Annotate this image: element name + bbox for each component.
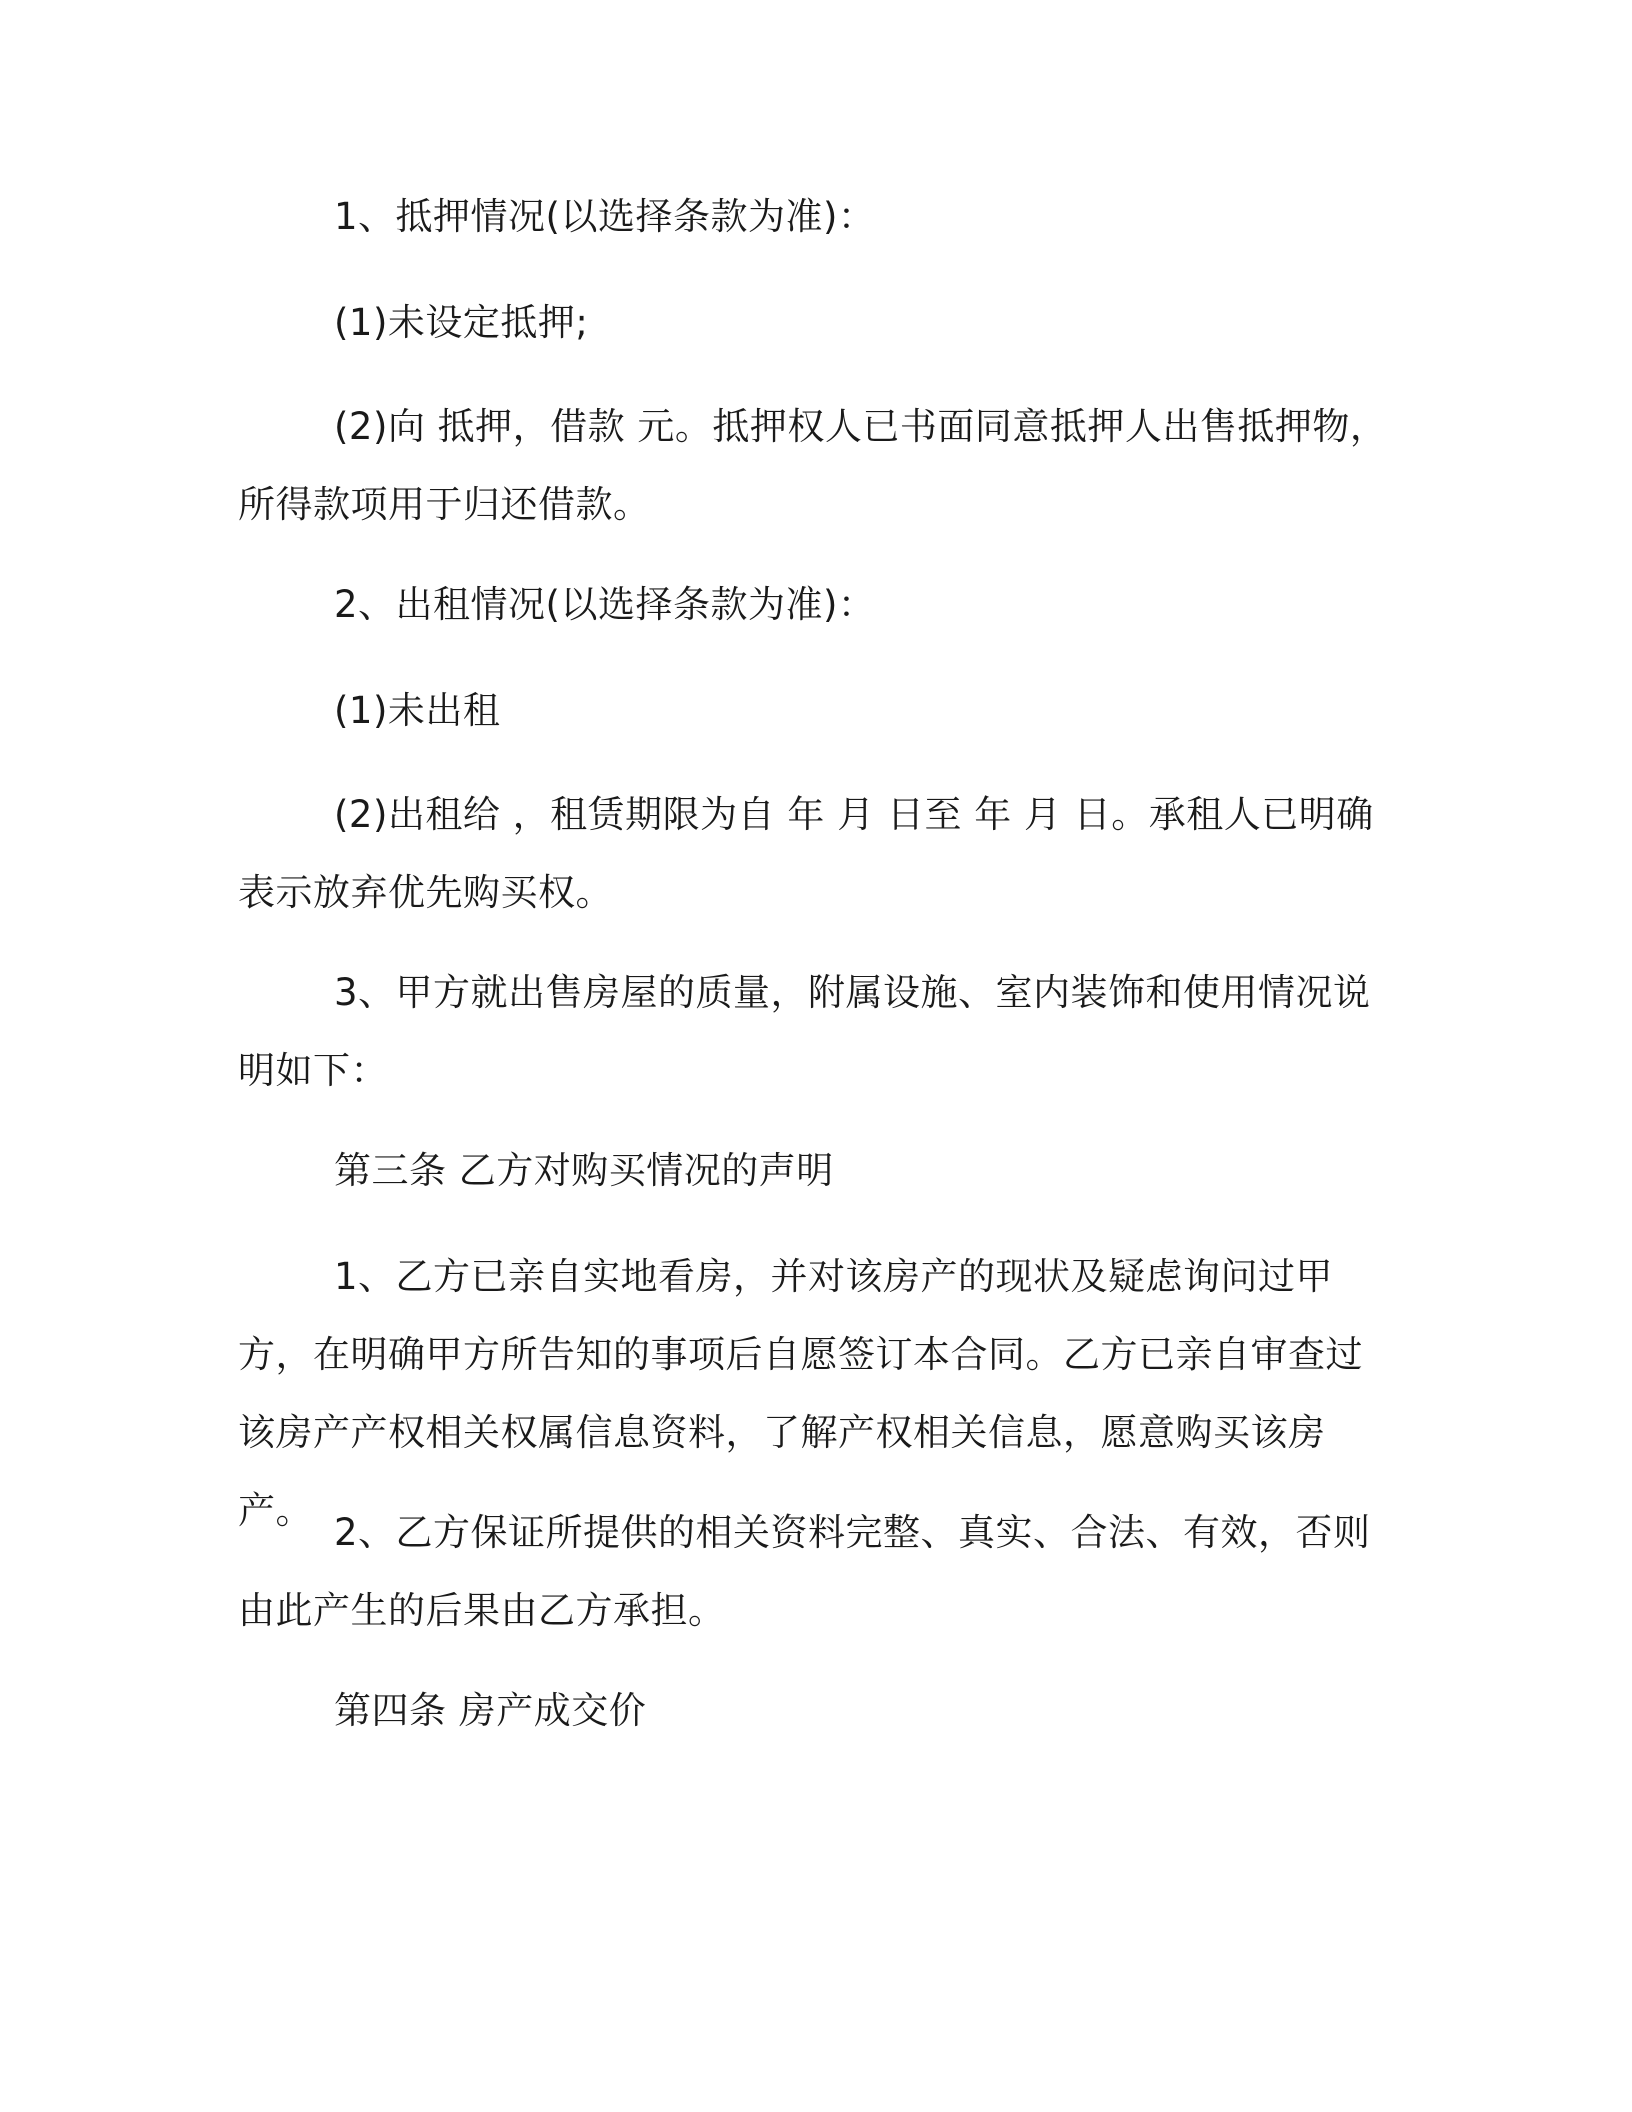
paragraph-mortgage-option-1: (1)未设定抵押; [334, 301, 589, 344]
paragraph-buyer-guarantee: 2、乙方保证所提供的相关资料完整、真实、合法、有效，否则由此产生的后果由乙方承担。 [238, 1511, 1371, 1632]
paragraph-lease-option-1: (1)未出租 [334, 689, 501, 732]
heading-article-3: 第三条 乙方对购买情况的声明 [334, 1149, 834, 1192]
heading-article-4: 第四条 房产成交价 [334, 1689, 647, 1732]
paragraph-mortgage-option-2: (2)向 抵押，借款 元。抵押权人已书面同意抵押人出售抵押物，所得款项用于归还借款。 [238, 405, 1388, 526]
paragraph-lease-option-2: (2)出租给 ，租赁期限为自 年 月 日至 年 月 日。承租人已明确表示放弃优先购买权。 [238, 793, 1374, 914]
paragraph-mortgage-status: 1、抵押情况(以选择条款为准)： [334, 195, 876, 238]
paragraph-buyer-inspection: 1、乙方已亲自实地看房，并对该房产的现状及疑虑询问过甲方，在明确甲方所告知的事项后自愿签订本合同。乙方已亲自审查过该房产产权相关权属信息资料，了解产权相关信息，愿意购买该房产。 [238, 1255, 1363, 1532]
paragraph-house-quality: 3、甲方就出售房屋的质量，附属设施、室内装饰和使用情况说明如下： [238, 971, 1371, 1092]
paragraph-lease-status: 2、出租情况(以选择条款为准)： [334, 583, 876, 626]
